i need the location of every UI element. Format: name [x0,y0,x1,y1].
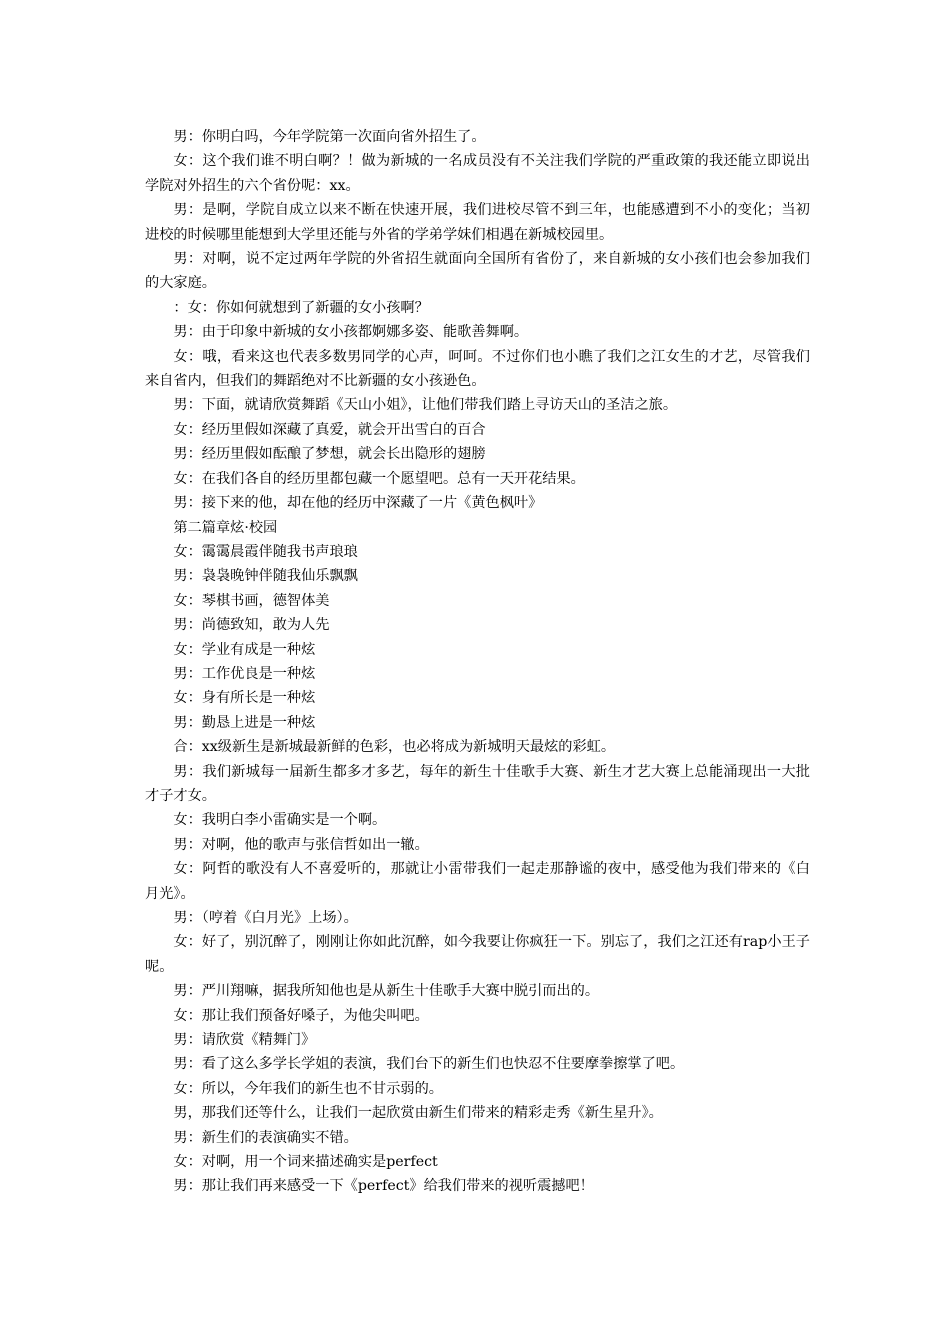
paragraph: 男：下面，就请欣赏舞蹈《天山小姐》，让他们带我们踏上寻访天山的圣洁之旅。 [173,397,678,414]
document-body [145,125,810,1199]
paragraph: ：女：你如何就想到了新疆的女小孩啊？ [173,299,429,316]
paragraph: 男：我们新城每一届新生都多才多艺，每年的新生十佳歌手大赛、新生才艺大赛上总能涌现出一大批才子才女。 [145,763,810,804]
paragraph: 男：严川翔嘛，据我所知他也是从新生十佳歌手大赛中脱引而出的。 [173,983,600,1000]
paragraph: 女：我明白李小雷确实是一个啊。 [173,812,387,829]
paragraph: 男：由于印象中新城的女小孩都婀娜多姿、能歌善舞啊。 [173,324,529,341]
paragraph: 男：工作优良是一种炫 [173,665,316,682]
paragraph: 女：在我们各自的经历里都包藏一个愿望吧。总有一天开花结果。 [173,470,585,487]
paragraph: 男：对啊，说不定过两年学院的外省招生就面向全国所有省份了，来自新城的女小孩们也会参加我们的大家庭。 [145,251,810,292]
paragraph: 女：所以，今年我们的新生也不甘示弱的。 [173,1080,443,1097]
paragraph: 女：好了，别沉醉了，刚刚让你如此沉醉，如今我要让你疯狂一下。别忘了，我们之江还有rap小王子呢。 [145,934,810,975]
paragraph: 男：请欣赏《精舞门》 [173,1032,316,1049]
paragraph: 女：经历里假如深藏了真爱，就会开出雪白的百合 [173,421,486,438]
paragraph: 男：是啊，学院自成立以来不断在快速开展，我们进校尽管不到三年，也能感遭到不小的变化；当初进校的时候哪里能想到大学里还能与外省的学弟学妹们相遇在新城校园里。 [145,202,810,243]
paragraph: 男：经历里假如酝酿了梦想，就会长出隐形的翅膀 [173,446,486,463]
paragraph: 女：那让我们预备好嗓子，为他尖叫吧。 [173,1007,429,1024]
paragraph: 男：接下来的他，却在他的经历中深藏了一片《黄色枫叶》 [173,495,543,512]
paragraph: 男：你明白吗，今年学院第一次面向省外招生了。 [173,129,486,145]
paragraph: 合：xx级新生是新城最新鲜的色彩，也必将成为新城明天最炫的彩虹。 [173,739,616,756]
paragraph: 男：看了这么多学长学姐的表演，我们台下的新生们也快忍不住要摩拳擦掌了吧。 [173,1056,685,1073]
paragraph: 女：这个我们谁不明白啊？！做为新城的一名成员没有不关注我们学院的严重政策的我还能立即说出学院对外招生的六个省份呢：xx。 [145,153,810,194]
paragraph: 女：哦，看来这也代表多数男同学的心声，呵呵。不过你们也小瞧了我们之江女生的才艺，尽管我们来自省内，但我们的舞蹈绝对不比新疆的女小孩逊色。 [145,348,810,390]
paragraph: 女：霭霭晨霞伴随我书声琅琅 [173,543,358,560]
paragraph: 女：阿哲的歌没有人不喜爱听的，那就让小雷带我们一起走那静谧的夜中，感受他为我们带来的《白月光》。 [145,861,810,902]
paragraph: 男：勤恳上进是一种炫 [173,714,316,731]
paragraph: 男：尚德致知，敢为人先 [173,617,330,634]
paragraph: 男，那我们还等什么，让我们一起欣赏由新生们带来的精彩走秀《新生星升》。 [173,1105,663,1122]
paragraph: 男：那让我们再来感受一下《perfect》给我们带来的视听震撼吧！ [173,1178,594,1195]
paragraph: 女：琴棋书画，德智体美 [173,592,330,609]
paragraph: 男：对啊，他的歌声与张信哲如出一辙。 [173,836,429,853]
paragraph: 女：学业有成是一种炫 [173,641,316,658]
paragraph: 男：袅袅晚钟伴随我仙乐飘飘 [173,568,358,585]
paragraph: 男：（哼着《白月光》上场）。 [173,910,358,926]
paragraph: 男：新生们的表演确实不错。 [173,1129,358,1146]
paragraph: 女：身有所长是一种炫 [173,690,316,707]
paragraph: 第二篇章炫·校园 [173,519,278,536]
paragraph: 女：对啊，用一个词来描述确实是perfect [173,1154,438,1171]
